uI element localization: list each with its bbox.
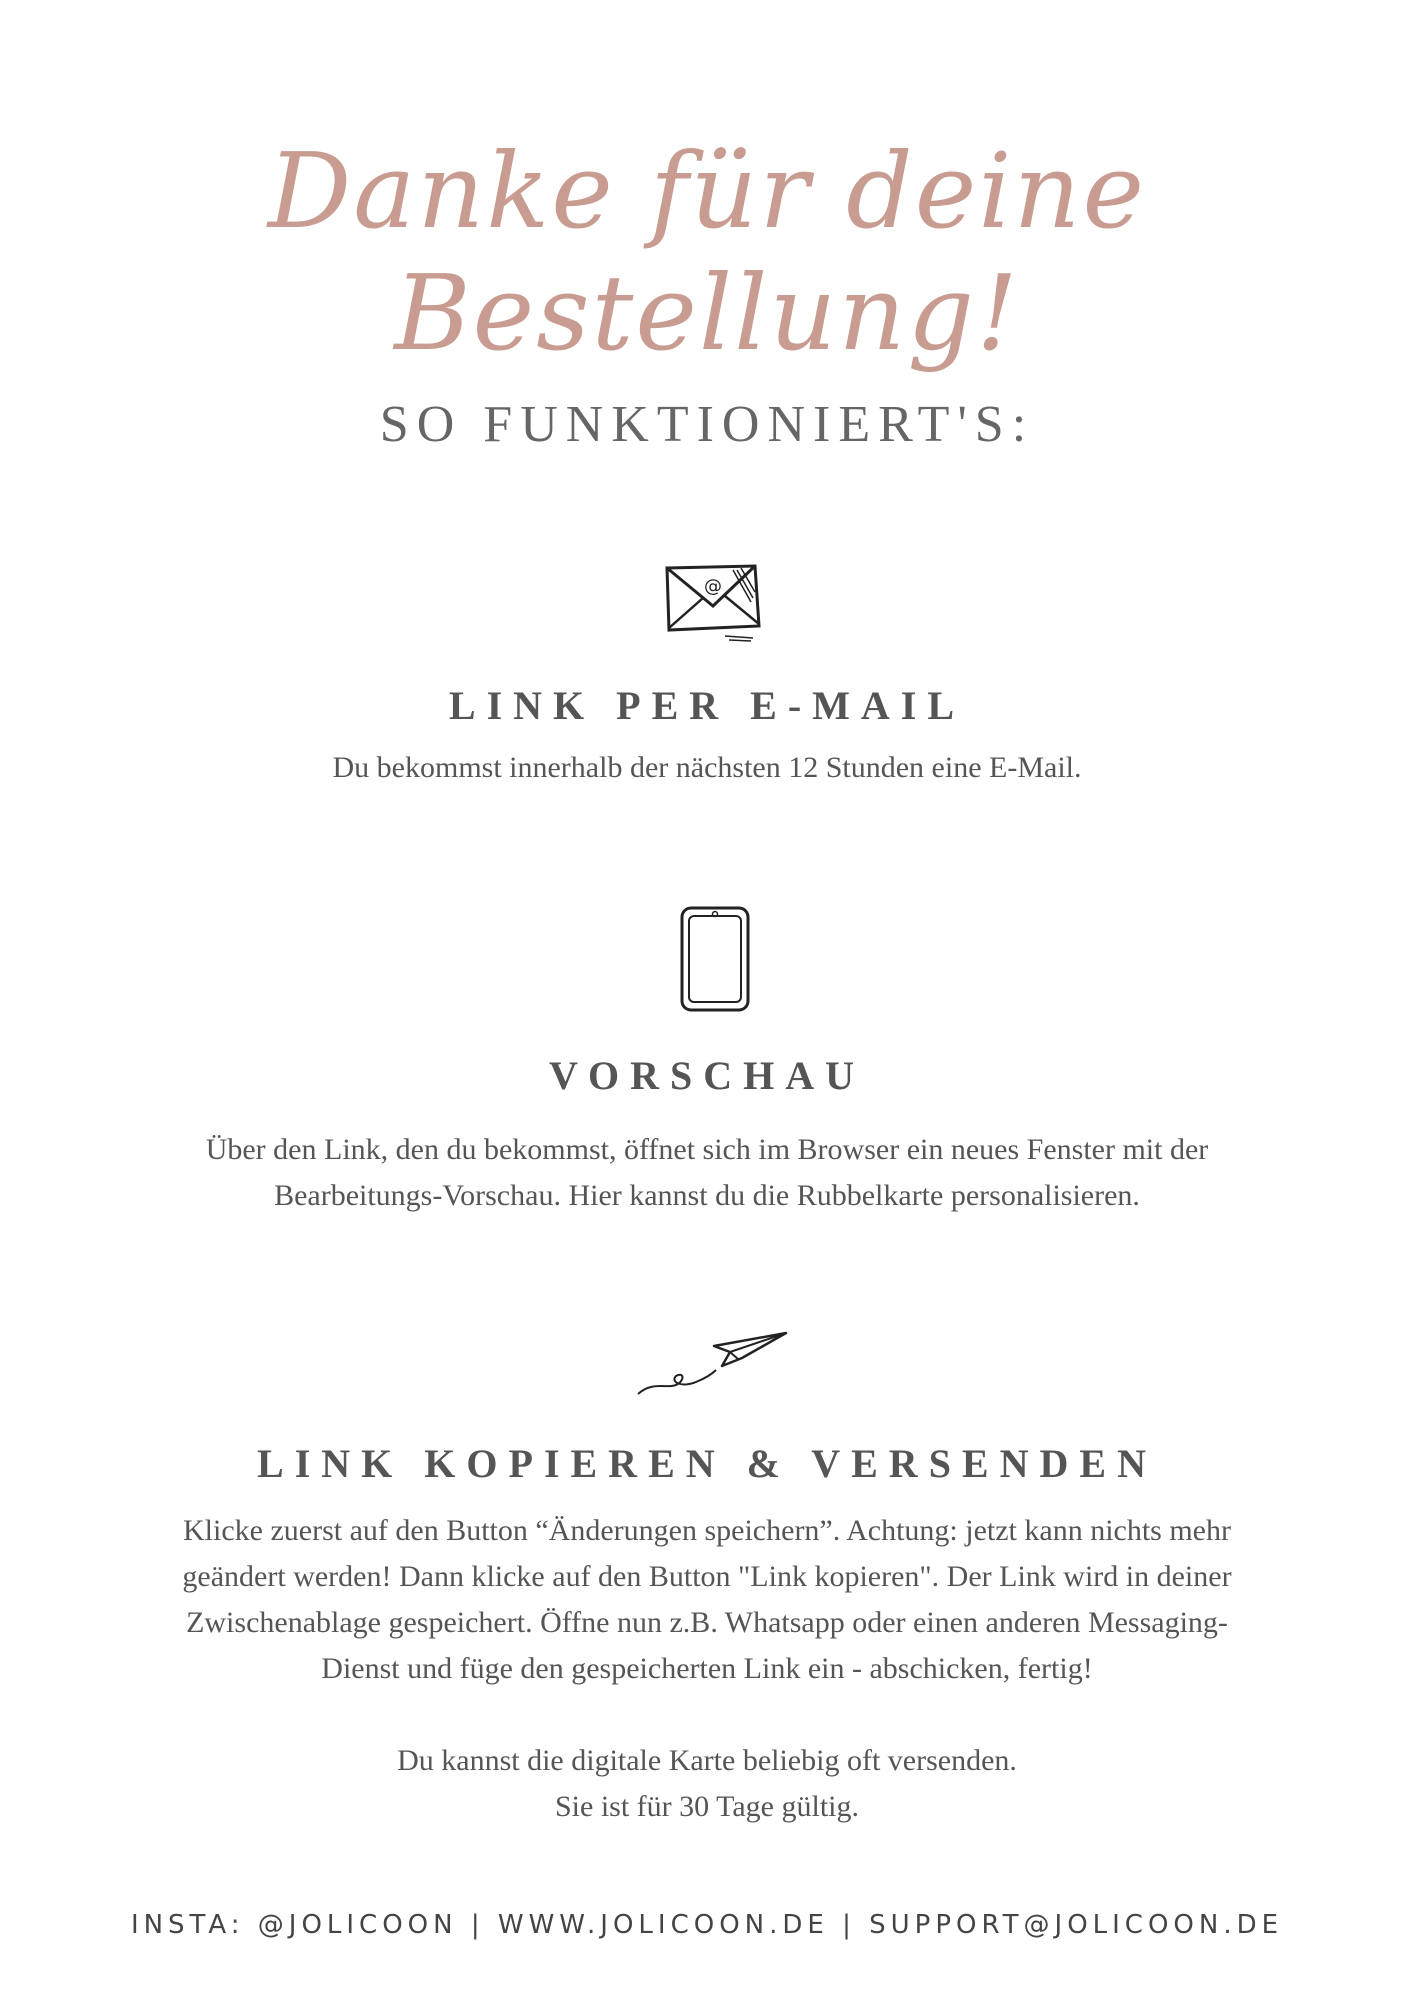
envelope-icon — [663, 562, 763, 642]
step-text-email — [0, 745, 1414, 791]
step-text-share — [0, 1508, 1414, 1692]
text-line: Zwischenablage gespeichert. Öffne nun z.B. Whatsapp oder einen anderen Messaging- — [186, 1606, 1228, 1639]
text-line: Bearbeitungs-Vorschau. Hier kannst du die Rubbelkarte personalisieren. — [274, 1179, 1140, 1212]
paper-plane-icon — [634, 1328, 794, 1398]
text-line: Du kannst die digitale Karte beliebig oft versenden. — [397, 1744, 1017, 1777]
footer-contact: INSTA: @JOLICOON | WWW.JOLICOON.DE | SUPPORT@JOLICOON.DE — [130, 1910, 1284, 1940]
step-heading-preview: VORSCHAU — [548, 1053, 866, 1098]
step-heading-share: LINK KOPIEREN & VERSENDEN — [257, 1441, 1157, 1486]
smartphone-icon — [678, 905, 752, 1013]
step-text-preview — [0, 1127, 1414, 1219]
section-title: SO FUNKTIONIERT'S: — [379, 396, 1035, 453]
text-line: geändert werden! Dann klicke auf den Button "Link kopieren". Der Link wird in deiner — [182, 1560, 1232, 1593]
text-line: Klicke zuerst auf den Button “Änderungen speichern”. Achtung: jetzt kann nichts mehr — [182, 1514, 1231, 1547]
validity-note — [0, 1738, 1414, 1830]
page-title: Danke für deine Bestellung! — [267, 130, 1147, 374]
text-line: Über den Link, den du bekommst, öffnet sich im Browser ein neues Fenster mit der — [205, 1133, 1209, 1166]
text-line: Sie ist für 30 Tage gültig. — [555, 1790, 859, 1823]
text-line: Du bekommst innerhalb der nächsten 12 Stunden eine E-Mail. — [332, 751, 1082, 784]
step-heading-email: LINK PER E-MAIL — [448, 683, 966, 728]
text-line: Dienst und füge den gespeicherten Link ein - abschicken, fertig! — [321, 1652, 1093, 1685]
svg-text:@: @ — [704, 576, 722, 597]
